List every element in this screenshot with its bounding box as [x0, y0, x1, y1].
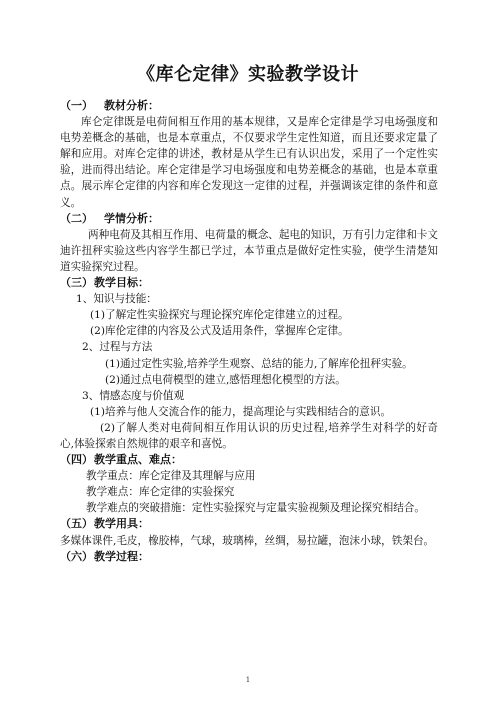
document-title: 《库仑定律》实验教学设计: [137, 64, 359, 85]
section-2-heading: [60, 211, 438, 227]
section-6-heading: [60, 549, 438, 565]
objective-item: (2)通过点电荷模型的建立,感悟理想化模型的方法。: [105, 373, 346, 386]
section-1-paragraph: 库仑定律既是电荷间相互作用的基本规律，又是库仑定律是学习电场强度和电势差概念的基础，也是本章重点，不仅要求学生定性知道，而且还要求定量了解和应用。对库仑定律的讲述，教材是从学生已有认识出发，采用了一个定性实验，进而得出结论。库仑定律是学习电场强度和电势差概念的基础，也是本章重点。展示库仑定律的内容和库仑发现这一定律的过程，并强调该定律的条件和意义。: [60, 116, 438, 209]
objective-item: (2)了解人类对电荷间相互作用认识的历史过程,培养学生对科学的好奇心,体验探索自然规律的艰辛和喜悦。: [60, 421, 438, 450]
section-number: （一）: [60, 99, 93, 112]
objective-process-heading: 2、过程与方法: [82, 341, 153, 354]
objective-item: (1)培养与他人交流合作的能力，提高理论与实践相结合的意识。: [90, 405, 392, 418]
section-title: 教学用具：: [94, 517, 149, 531]
section-2-paragraph: 两种电荷及其相互作用、电荷量的概念、起电的知识，万有引力定律和卡文迪许扭秤实验这些内容学生都已学过，本节重点是做好定性实验，使学生清楚知道实验探究过程。: [60, 228, 438, 273]
page-number: 1: [245, 676, 251, 684]
section-number: （六）: [60, 549, 93, 563]
objective-item: (2)库伦定律的内容及公式及适用条件，掌握库仑定律。: [90, 325, 349, 338]
section-title: 教学过程：: [94, 549, 149, 563]
section-1-heading: [60, 98, 438, 114]
section-title: 教材分析：: [104, 99, 159, 112]
breakthrough-line: 教学难点的突破措施：定性实验探究与定量实验视频及理论探究相结合。: [86, 502, 425, 515]
section-5-heading: [60, 516, 438, 532]
objective-item: (1)了解定性实验探究与理论探究库伦定律建立的过程。: [90, 309, 349, 322]
document-body: [60, 98, 438, 565]
section-number: （三）: [60, 276, 93, 290]
difficulty-line: 教学难点：库仑定律的实验探究: [86, 486, 235, 499]
objective-knowledge-heading: 1、知识与技能：: [76, 293, 157, 306]
section-3-heading: [60, 275, 438, 291]
section-4-heading: [60, 452, 438, 468]
section-title: 教学目标：: [94, 276, 149, 290]
materials-paragraph: 多媒体课件,毛皮，橡胶棒，气球，玻璃棒，丝绸，易拉罐，泡沫小球，铁架台。: [60, 534, 435, 547]
section-number: （五）: [60, 517, 93, 531]
section-title: 教学重点、难点：: [94, 453, 182, 467]
section-title: 学情分析：: [104, 211, 159, 225]
objective-item: (1)通过定性实验,培养学生观察、总结的能力,了解库伦扭秤实验。: [105, 357, 413, 370]
key-point-line: 教学重点：库仑定律及其理解与应用: [86, 470, 256, 483]
section-number: （四）: [60, 453, 93, 467]
section-number: （二）: [60, 211, 93, 225]
objective-emotion-heading: 3、情感态度与价值观: [82, 389, 185, 402]
